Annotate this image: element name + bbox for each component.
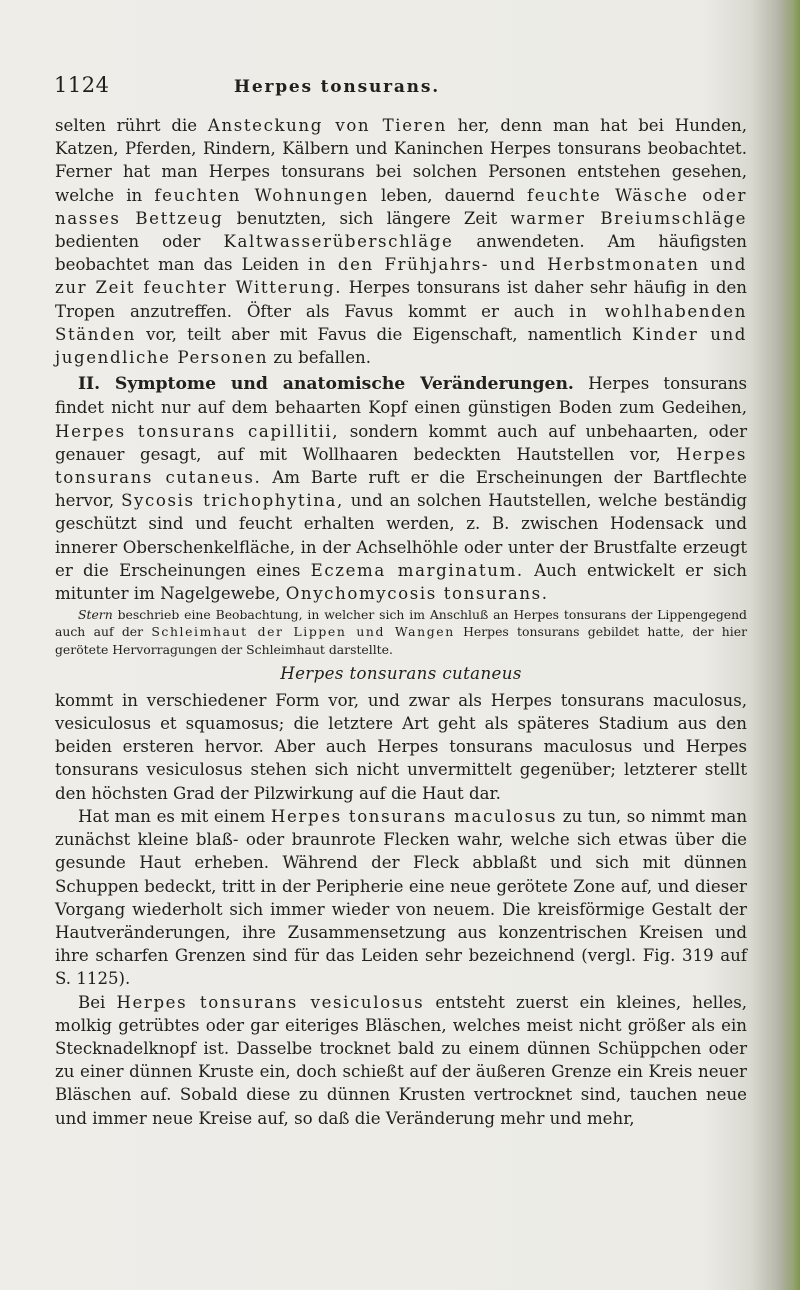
- page-edge-shadow: [782, 0, 800, 1290]
- page-header: [54, 73, 694, 103]
- section-heading: II. Symptome und anatomische Veränderungen.: [78, 374, 574, 395]
- paragraph-transmission: selten rührt die Ansteckung von Tieren her, denn man hat bei Hunden, Katzen, Pferden, Rindern, Kälbern und Kaninchen Herpes tonsurans beobachtet. Ferner hat man Herpes tonsurans bei solchen Personen entstehen gesehen, welche in feuchten Wohnungen leben, dauernd feuchte Wäsche oder nasses Bettzeug benutzten, sich längere Zeit warmer Breiumschläge bedienten oder Kaltwasserüberschläge anwendeten. Am häufigsten beobachtet man das Leiden in den Frühjahrs- und Herbstmonaten und zur Zeit feuchter Witterung. Herpes tonsurans ist daher sehr häufig in den Tropen anzutreffen. Öfter als Favus kommt er auch in wohlhabenden Ständen vor, teilt aber mit Favus die Eigenschaft, namentlich Kinder und jugendliche Personen zu befallen.: [55, 116, 748, 368]
- body-text: [55, 114, 747, 1130]
- running-title: Herpes tonsurans.: [234, 77, 440, 97]
- page-number: 1124: [54, 73, 110, 97]
- paragraph-symptoms: II. Symptome und anatomische Veränderungen. Herpes tonsurans findet nicht nur auf dem behaarten Kopf einen günstigen Boden zum Gedeihen, Herpes tonsurans capillitii, sondern kommt auch auf unbehaarten, oder genauer gesagt, auf mit Wollhaaren bedeckten Hautstellen vor, Herpes tonsurans cutaneus. Am Barte ruft er die Erscheinungen der Bartflechte hervor, Sycosis trichophytina, und an solchen Hautstellen, welche beständig geschützt sind und feucht erhalten werden, z. B. zwischen Hodensack und innerer Oberschenkelfläche, in der Achselhöhle oder unter der Brustfalte erzeugt er die Erscheinungen eines Eczema marginatum. Auch entwickelt er sich mitunter im Nagelgewebe, Onychomycosis tonsurans.: [55, 374, 748, 604]
- subheading-cutaneus: Herpes tonsurans cutaneus: [280, 663, 522, 683]
- paragraph-maculosus: Hat man es mit einem Herpes tonsurans maculosus zu tun, so nimmt man zunächst kleine blaß- oder braunrote Flecken wahr, welche sich etwas über die gesunde Haut erheben. Während der Fleck abblaßt und sich mit dünnen Schuppen bedeckt, tritt in der Peripherie eine neue gerötete Zone auf, und dieser Vorgang wiederholt sich immer wieder von neuem. Die kreisförmige Gestalt der Hautveränderungen, ihre Zusammensetzung aus konzentrischen Kreisen und ihre scharfen Grenzen sind für das Leiden sehr bezeichnend (vergl. Fig. 319 auf S. 1125).: [55, 806, 748, 989]
- paragraph-vesiculosus: Bei Herpes tonsurans vesiculosus entsteht zuerst ein kleines, helles, molkig getrübtes oder gar eiteriges Bläschen, welches meist nicht größer als ein Stecknadelknopf ist. Dasselbe trocknet bald zu einem dünnen Schüppchen oder zu einer dünnen Kruste ein, doch schießt auf der äußeren Grenze ein Kreis neuer Bläschen auf. Sobald diese zu dünnen Krusten vertrocknet sind, tauchen neue und immer neue Kreise auf, so daß die Veränderung mehr und mehr,: [55, 992, 748, 1128]
- paragraph-forms: kommt in verschiedener Form vor, und zwar als Herpes tonsurans maculosus, vesiculosus et squamosus; die letztere Art geht als späteres Stadium aus den beiden ersteren hervor. Aber auch Herpes tonsurans maculosus und Herpes tonsurans vesiculosus stehen sich nicht unvermittelt gegenüber; letzterer stellt den höchsten Grad der Pilzwirkung auf die Haut dar.: [55, 690, 747, 803]
- footnote-stern: Stern beschrieb eine Beobachtung, in welcher sich im Anschluß an Herpes tonsurans der Lippengegend auch auf der Schleimhaut der Lippen und Wangen Herpes tonsurans gebildet hatte, der hier gerötete Hervorragungen der Schleimhaut darstellte.: [55, 607, 748, 657]
